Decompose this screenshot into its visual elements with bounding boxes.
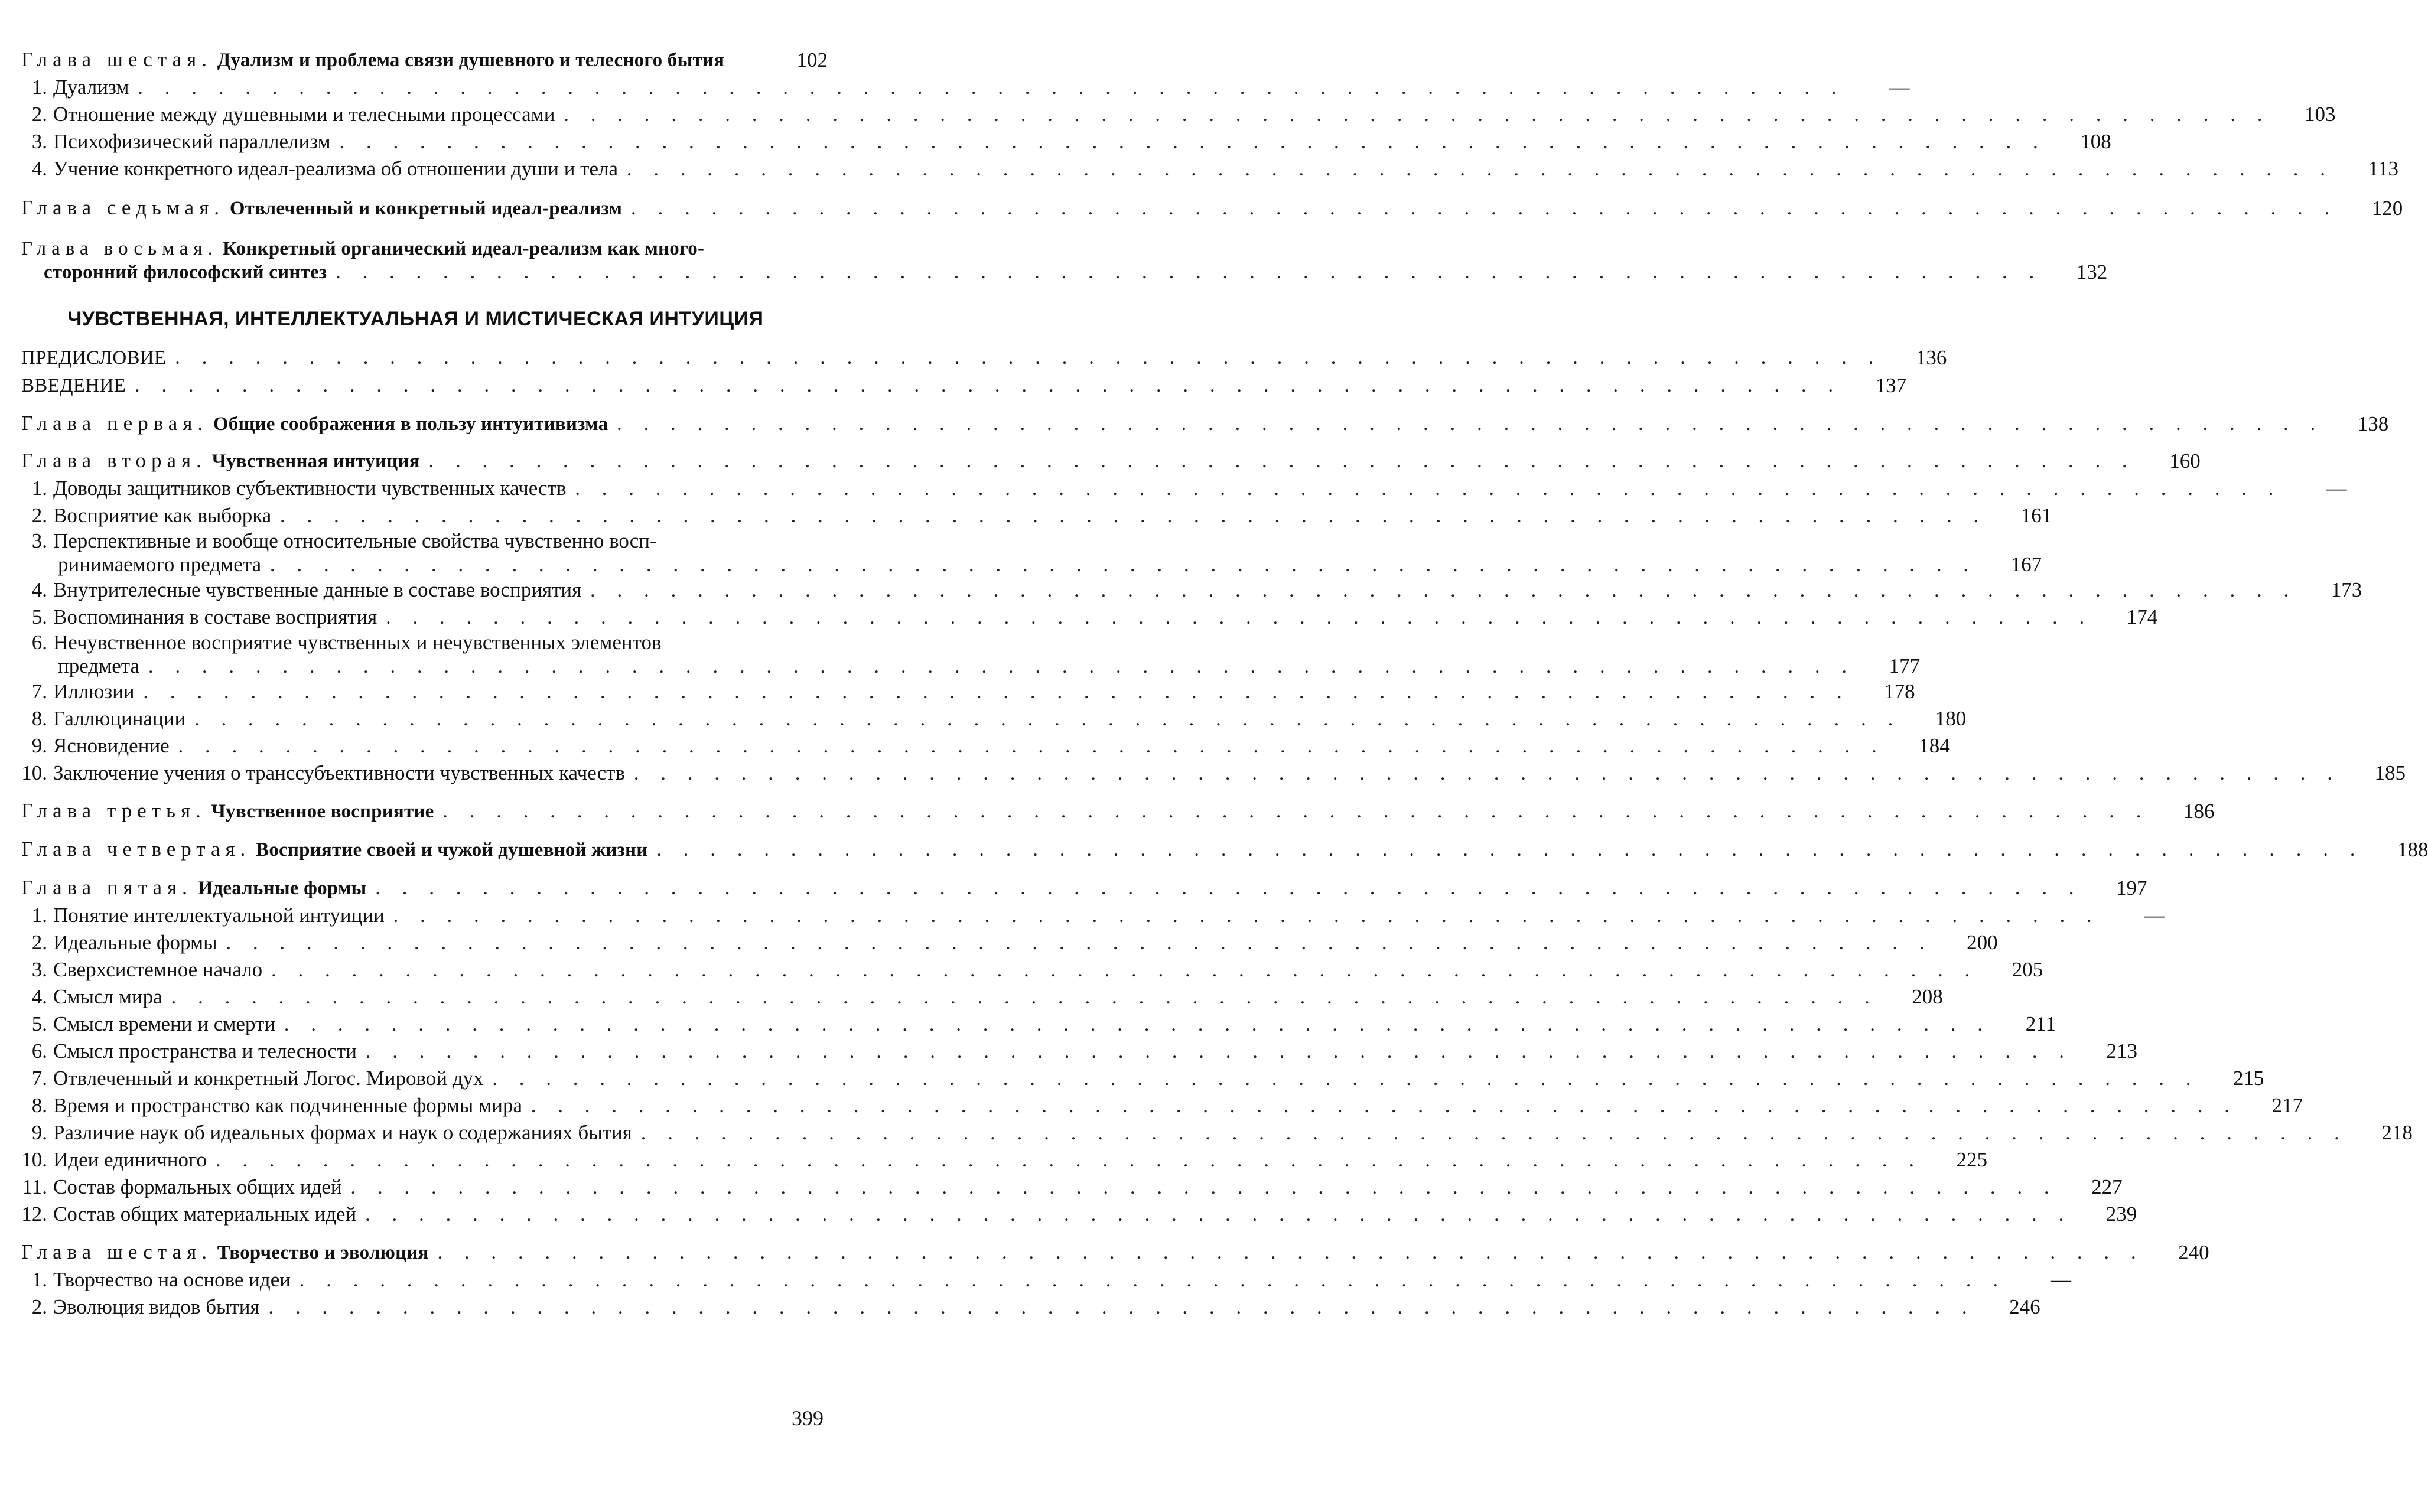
leader-dots: . . . . . . . . . . . . . . . . . . . . . . . . . . . . . . . . . . . . . . . . . . . . . . . . . . . . . . . . . . . . . . . . xyxy=(630,196,2338,219)
leader-dots: . . . . . . . . . . . . . . . . . . . . . . . . . . . . . . . . . . . . . . . . . . . . . . . . . . . . . . . . . . . . . . . . xyxy=(350,1175,2058,1198)
item-number: 1. xyxy=(31,904,47,927)
leader-dots: . . . . . . . . . . . . . . . . . . . . . . . . . . . . . . . . . . . . . . . . . . . . . . . . . . . . . . . . . . . . . . . . xyxy=(564,103,2271,126)
toc-item-row xyxy=(21,1293,2040,1321)
toc-item-row xyxy=(21,631,1921,678)
toc-item-row xyxy=(21,1038,2137,1065)
chapter-prefix: Глава первая. xyxy=(21,412,209,435)
leader-dots: . . . . . . . . . . . . . . . . . . . . . . . . . . . . . . . . . . . . . . . . . . . . . . . . . . . . . . . . . . . . . . . . xyxy=(437,1240,2144,1263)
leader-dots: . . . . . . . . . . . . . . . . . . . . . . . . . . . . . . . . . . . . . . . . . . . . . . . . . . . . . . . . . . . . . . . . xyxy=(530,1094,2238,1117)
toc-item-row xyxy=(21,1065,2264,1092)
leader-dots: . . . . . . . . . . . . . . . . . . . . . . . . . . . . . . . . . . . . . . . . . . . . . . . . . . . . . . . . . . . . . . . . xyxy=(364,1203,2072,1226)
item-number: 4. xyxy=(31,157,47,180)
chapter-title: Конкретный органический идеал-реализм как много- xyxy=(223,238,705,259)
page-number: 178 xyxy=(1884,680,1915,703)
leader-dots: . . . . . . . . . . . . . . . . . . . . . . . . . . . . . . . . . . . . . . . . . . . . . . . . . . . . . . . . . . . . . . . . xyxy=(575,477,2282,500)
item-text: Время и пространство как подчиненные формы мира xyxy=(53,1094,522,1117)
front-matter-title: ПРЕДИСЛОВИЕ xyxy=(21,347,170,369)
toc-item-row xyxy=(21,1266,2071,1293)
item-number: 9. xyxy=(31,734,47,757)
page-number: 240 xyxy=(2178,1241,2209,1264)
item-text: Иллюзии xyxy=(53,680,135,703)
chapter-title: Общие соображения в пользу интуитивизма xyxy=(213,413,608,435)
page-number: 211 xyxy=(2025,1012,2056,1035)
item-text: Творчество на основе идеи xyxy=(53,1268,291,1291)
chapter-prefix: Глава шестая. xyxy=(21,48,212,71)
item-number: 2. xyxy=(31,931,47,954)
page-number: 188 xyxy=(2397,838,2428,861)
toc-front-matter-row xyxy=(21,372,1907,399)
toc-item-row xyxy=(21,678,1915,705)
chapter-title-continued: сторонний философский синтез xyxy=(44,262,327,283)
leader-dots: . . . . . . . . . . . . . . . . . . . . . . . . . . . . . . . . . . . . . . . . . . . . . . . . . . . . . . . . . . . . . . . . xyxy=(175,346,1882,369)
page-number: 186 xyxy=(2183,800,2215,823)
leader-dots: . . . . . . . . . . . . . . . . . . . . . . . . . . . . . . . . . . . . . . . . . . . . . . . . . . . . . . . . . . . . . . . . xyxy=(269,553,1977,576)
toc-chapter-row xyxy=(21,194,2403,222)
page-number: 218 xyxy=(2381,1121,2413,1144)
item-number: 2. xyxy=(31,504,47,527)
item-number: 12. xyxy=(21,1203,47,1226)
page-number: — xyxy=(2326,477,2347,500)
toc-item-row xyxy=(21,529,2042,576)
leader-dots: . . . . . . . . . . . . . . . . . . . . . . . . . . . . . . . . . . . . . . . . . . . . . . . . . . . . . . . . . . . . . . . . xyxy=(428,449,2136,472)
page-number: 205 xyxy=(2012,958,2043,981)
leader-dots: . . . . . . . . . . . . . . . . . . . . . . . . . . . . . . . . . . . . . . . . . . . . . . . . . . . . . . . . . . . . . . . . xyxy=(617,412,2324,435)
item-number: 5. xyxy=(31,605,47,628)
item-text: Учение конкретного идеал-реализма об отношении души и тела xyxy=(53,157,619,180)
page-number: 177 xyxy=(1889,654,1921,677)
toc-item-row xyxy=(21,128,2111,155)
item-number: 11. xyxy=(22,1175,47,1198)
leader-dots: . . . . . . . . . . . . . . . . . . . . . . . . . . . . . . . . . . . . . . . . . . . . . . . . . . . . . . . . . . . . . . . . xyxy=(626,157,2334,180)
toc-chapter-row xyxy=(21,874,2147,902)
page-number: 225 xyxy=(1956,1148,1987,1171)
leader-dots: . . . . . . . . . . . . . . . . . . . . . . . . . . . . . . . . . . . . . . . . . . . . . . . . . . . . . . . . . . . . . . . . xyxy=(284,1012,1991,1035)
item-number: 5. xyxy=(31,1012,47,1035)
chapter-title: Дуализм и проблема связи душевного и телесного бытия xyxy=(217,50,725,71)
leader-dots: . . . . . . . . . . . . . . . . . . . . . . . . . . . . . . . . . . . . . . . . . . . . . . . . . . . . . . . . . . . . . . . . xyxy=(226,931,1933,954)
item-number: 3. xyxy=(31,958,47,981)
page-number: 180 xyxy=(1935,707,1967,730)
toc-item-row xyxy=(21,604,2158,631)
leader-dots: . . . . . . . . . . . . . . . . . . . . . . . . . . . . . . . . . . . . . . . . . . . . . . . . . . . . . . . . . . . . . . . . xyxy=(336,260,2043,283)
page-number: 160 xyxy=(2169,449,2201,472)
leader-dots: . . . . . . . . . . . . . . . . . . . . . . . . . . . . . . . . . . . . . . . . . . . . . . . . . . . . . . . . . . . . . . . . xyxy=(656,838,2364,861)
item-text: Нечувственное восприятие чувственных и нечувственных элементов xyxy=(53,631,662,654)
page-number: 185 xyxy=(2374,761,2406,784)
leader-dots: . . . . . . . . . . . . . . . . . . . . . . . . . . . . . . . . . . . . . . . . . . . . . . . . . . . . . . . . . . . . . . . . xyxy=(178,734,1885,757)
item-text: Отношение между душевными и телесными процессами xyxy=(53,103,555,126)
item-text-continued: ринимаемого предмета xyxy=(58,553,265,576)
page-number: 161 xyxy=(2020,504,2052,527)
item-text: Галлюцинации xyxy=(53,707,186,730)
item-number: 8. xyxy=(31,707,47,730)
leader-dots: . . . . . . . . . . . . . . . . . . . . . . . . . . . . . . . . . . . . . . . . . . . . . . . . . . . . . . . . . . . . . . . . xyxy=(215,1148,1922,1171)
leader-dots: . . . . . . . . . . . . . . . . . . . . . . . . . . . . . . . . . . . . . . . . . . . . . . . . . . . . . . . . . . . . . . . . xyxy=(442,799,2150,822)
toc-chapter-row xyxy=(21,836,2428,863)
page-number: 137 xyxy=(1875,374,1907,397)
item-number: 1. xyxy=(31,76,47,99)
item-text: Понятие интеллектуальной интуиции xyxy=(53,904,385,927)
toc-item-row xyxy=(21,902,2165,929)
toc-chapter-row xyxy=(21,410,2389,438)
item-text: Сверхсистемное начало xyxy=(53,958,263,981)
chapter-title: Восприятие своей и чужой душевной жизни xyxy=(256,839,648,861)
page-number: — xyxy=(1889,76,1910,99)
chapter-prefix: Глава вторая. xyxy=(21,449,207,472)
front-matter-title: ВВЕДЕНИЕ xyxy=(21,375,129,396)
page-number: 173 xyxy=(2331,578,2362,601)
chapter-prefix: Глава седьмая. xyxy=(21,196,225,219)
item-text: Идеи единичного xyxy=(53,1148,207,1171)
chapter-prefix: Глава восьмая. xyxy=(21,238,218,259)
leader-dots: . . . . . . . . . . . . . . . . . . . . . . . . . . . . . . . . . . . . . . . . . . . . . . . . . . . . . . . . . . . . . . . . xyxy=(375,876,2082,899)
toc-chapter-row xyxy=(21,1239,2209,1266)
page-number: 184 xyxy=(1919,734,1950,757)
chapter-prefix: Глава третья. xyxy=(21,799,206,822)
item-number: 3. xyxy=(31,529,47,552)
leader-dots: . . . . . . . . . . . . . . . . . . . . . . . . . . . . . . . . . . . . . . . . . . . . . . . . . . . . . . . . . . . . . . . . xyxy=(138,76,1845,99)
chapter-title: Творчество и эволюция xyxy=(217,1242,429,1263)
item-text: Восприятие как выборка xyxy=(53,504,272,527)
chapter-prefix: Глава шестая. xyxy=(21,1240,212,1263)
page-number: 113 xyxy=(2368,157,2399,180)
leader-dots: . . . . . . . . . . . . . . . . . . . . . . . . . . . . . . . . . . . . . . . . . . . . . . . . . . . . . . . . . . . . . . . . xyxy=(148,654,1856,677)
item-text: Ясновидение xyxy=(53,734,170,757)
item-text: Состав формальных общих идей xyxy=(53,1175,342,1198)
leader-dots: . . . . . . . . . . . . . . . . . . . . . . . . . . . . . . . . . . . . . . . . . . . . . . . . . . . . . . . . . . . . . . . . xyxy=(143,680,1850,703)
page-number: 108 xyxy=(2080,130,2111,153)
page-number: 215 xyxy=(2233,1067,2264,1090)
item-number: 6. xyxy=(31,631,47,654)
toc-item-row xyxy=(21,1146,1987,1174)
item-number: 10. xyxy=(21,761,47,784)
item-number: 7. xyxy=(31,1067,47,1090)
toc-item-row xyxy=(21,475,2347,502)
leader-dots: . . . . . . . . . . . . . . . . . . . . . . . . . . . . . . . . . . . . . . . . . . . . . . . . . . . . . . . . . . . . . . . . xyxy=(299,1268,2006,1291)
toc-item-row xyxy=(21,101,2336,128)
leader-dots: . . . . . . . . . . . . . . . . . . . . . . . . . . . . . . . . . . . . . . . . . . . . . . . . . . . . . . . . . . . . . . . . xyxy=(134,373,1842,396)
toc-item-row xyxy=(21,576,2362,604)
chapter-title: Идеальные формы xyxy=(197,878,367,899)
item-text: Психофизический параллелизм xyxy=(53,130,331,153)
toc-chapter-row xyxy=(21,447,2201,475)
item-text: Смысл мира xyxy=(53,985,162,1008)
toc-item-row xyxy=(21,155,2399,183)
toc-front-matter-row xyxy=(21,344,1947,372)
item-number: 1. xyxy=(31,477,47,500)
page-number: 197 xyxy=(2116,876,2147,900)
leader-dots: . . . . . . . . . . . . . . . . . . . . . . . . . . . . . . . . . . . . . . . . . . . . . . . . . . . . . . . . . . . . . . . . xyxy=(280,504,1987,527)
page-number: 200 xyxy=(1967,931,1998,954)
leader-dots: . . . . . . . . . . . . . . . . . . . . . . . . . . . . . . . . . . . . . . . . . . . . . . . . . . . . . . . . . . . . . . . . xyxy=(268,1295,1975,1318)
page-number: 136 xyxy=(1915,346,1947,369)
toc-item-row xyxy=(21,705,1967,732)
leader-dots: . . . . . . . . . . . . . . . . . . . . . . . . . . . . . . . . . . . . . . . . . . . . . . . . . . . . . . . . . . . . . . . . xyxy=(590,578,2297,601)
chapter-prefix: Глава пятая. xyxy=(21,876,193,899)
toc-item-row xyxy=(21,760,2406,787)
toc-item-row xyxy=(21,74,1910,101)
leader-dots: . . . . . . . . . . . . . . . . . . . . . . . . . . . . . . . . . . . . . . . . . . . . . . . . . . . . . . . . . . . . . . . . xyxy=(492,1067,2199,1090)
toc-chapter-row xyxy=(21,237,2108,284)
item-text: Различие наук об идеальных формах и наук о содержаниях бытия xyxy=(53,1121,632,1144)
item-text: Эволюция видов бытия xyxy=(53,1295,260,1318)
item-text: Заключение учения о транссубъективности чувственных качеств xyxy=(53,761,625,784)
item-text: Смысл времени и смерти xyxy=(53,1012,275,1035)
toc-item-row xyxy=(21,732,1950,760)
item-text: Отвлеченный и конкретный Логос. Мировой дух xyxy=(53,1067,484,1090)
leader-dots: . . . . . . . . . . . . . . . . . . . . . . . . . . . . . . . . . . . . . . . . . . . . . . . . . . . . . . . . . . . . . . . . xyxy=(194,707,1902,730)
leader-dots: . . . . . . . . . . . . . . . . . . . . . . . . . . . . . . . . . . . . . . . . . . . . . . . . . . . . . . . . . . . . . . . . xyxy=(393,904,2100,927)
page-number-footer: 399 xyxy=(792,1406,824,1430)
toc-item-row xyxy=(21,1201,2137,1228)
page-number: — xyxy=(2144,904,2165,927)
chapter-prefix: Глава четвертая. xyxy=(21,838,251,861)
chapter-title: Чувственная интуиция xyxy=(211,451,420,472)
item-text: Состав общих материальных идей xyxy=(53,1203,357,1226)
item-number: 2. xyxy=(31,1295,47,1318)
leader-dots: . . . . . . . . . . . . . . . . . . . . . . . . . . . . . . . . . . . . . . . . . . . . . . . . . . . . . . . . . . . . . . . . xyxy=(339,130,2046,153)
item-number: 2. xyxy=(31,103,47,126)
toc-item-row xyxy=(21,1174,2123,1201)
section-heading: ЧУВСТВЕННАЯ, ИНТЕЛЛЕКТУАЛЬНАЯ И МИСТИЧЕСКАЯ ИНТУИЦИЯ xyxy=(67,308,764,330)
item-text: Идеальные формы xyxy=(53,931,217,954)
item-number: 4. xyxy=(31,985,47,1008)
page-number: 132 xyxy=(2076,260,2108,284)
page-number: 217 xyxy=(2271,1094,2303,1117)
page-number: — xyxy=(2051,1268,2071,1291)
leader-dots: . . . . . . . . . . . . . . . . . . . . . . . . . . . . . . . . . . . . . . . . . . . . . . . . . . . . . . . . . . . . . . . . xyxy=(271,958,1978,981)
chapter-title: Чувственное восприятие xyxy=(211,801,434,822)
toc-item-row xyxy=(21,929,1998,956)
item-number: 10. xyxy=(21,1148,47,1171)
toc-item-row xyxy=(21,956,2043,983)
toc-chapter-row xyxy=(21,797,2215,825)
page-number: 246 xyxy=(2009,1295,2040,1318)
leader-dots: . . . . . . . . . . . . . . . . . . . . . . . . . . . . . . . . . . . . . . . . . . . . . . . . . . . . . . . . . . . . . . . . xyxy=(171,985,1878,1008)
item-text: Дуализм xyxy=(53,76,129,99)
table-of-contents xyxy=(21,46,2428,1321)
page-number: 227 xyxy=(2091,1175,2123,1198)
leader-dots: . . . . . . . . . . . . . . . . . . . . . . . . . . . . . . . . . . . . . . . . . . . . . . . . . . . . . . . . . . . . . . . . xyxy=(385,605,2093,628)
item-number: 7. xyxy=(31,680,47,703)
item-text-continued: предмета xyxy=(58,654,143,677)
toc-item-row xyxy=(21,1119,2413,1146)
item-number: 4. xyxy=(31,578,47,601)
item-number: 6. xyxy=(31,1040,47,1063)
page-number: 167 xyxy=(2010,553,2042,576)
page-number: 239 xyxy=(2105,1203,2137,1226)
toc-item-row xyxy=(21,502,2052,529)
toc-item-row xyxy=(21,1011,2056,1038)
toc-item-row xyxy=(21,983,1943,1011)
item-text: Перспективные и вообще относительные свойства чувственно восп- xyxy=(53,529,657,552)
leader-dots: . . . . . . . . . . . . . . . . . . . . . . . . . . . . . . . . . . . . . . . . . . . . . . . . . . . . . . . . . . . . . . . . xyxy=(365,1040,2072,1063)
item-text: Воспоминания в составе восприятия xyxy=(53,605,377,628)
item-number: 1. xyxy=(31,1268,47,1291)
item-number: 9. xyxy=(31,1121,47,1144)
item-number: 8. xyxy=(31,1094,47,1117)
toc-item-row xyxy=(21,1092,2303,1119)
chapter-title: Отвлеченный и конкретный идеал-реализм xyxy=(229,198,623,219)
item-text: Внутрителесные чувственные данные в составе восприятия xyxy=(53,578,582,601)
page-number: 102 xyxy=(796,48,828,71)
item-text: Доводы защитников субъективности чувственных качеств xyxy=(53,477,567,500)
page-number: 208 xyxy=(1912,985,1943,1008)
item-number: 3. xyxy=(31,130,47,153)
page-number: 213 xyxy=(2106,1040,2137,1063)
leader-dots: . . . . . . . . . . . . . . . . . . . . . . . . . . . . . . . . . . . . . . . . . . . . . . . . . . . . . . . . . . . . . . . . xyxy=(633,761,2341,784)
item-text: Смысл пространства и телесности xyxy=(53,1040,357,1063)
page-number: 174 xyxy=(2126,605,2158,628)
leader-dots: . . . . . . . . . . . . . . . . . . . . . . . . . . . . . . . . . . . . . . . . . . . . . . . . . . . . . . . . . . . . . . . . xyxy=(640,1121,2348,1144)
page-number: 138 xyxy=(2357,412,2389,435)
toc-chapter-row xyxy=(21,46,828,74)
page-number: 120 xyxy=(2371,197,2403,220)
page-number: 103 xyxy=(2305,103,2336,126)
